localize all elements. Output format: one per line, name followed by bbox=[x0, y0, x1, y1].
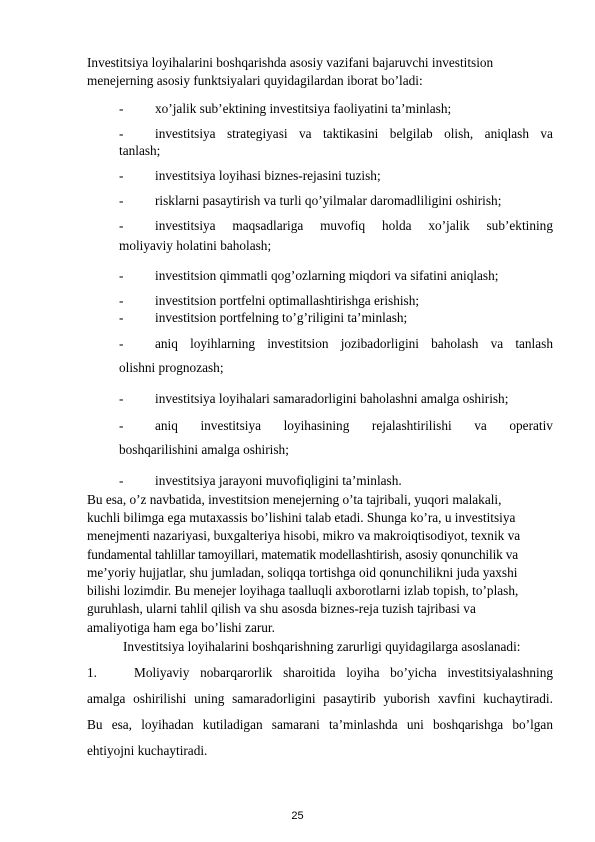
word: yuborish bbox=[383, 691, 431, 706]
word: oshirilishi bbox=[133, 691, 187, 706]
word: belgilab bbox=[389, 126, 433, 141]
word: va bbox=[474, 418, 487, 433]
bullet-marker: - bbox=[119, 293, 124, 308]
bullet-marker: - bbox=[119, 168, 124, 183]
bullet-marker: - bbox=[119, 126, 124, 141]
word: kuchaytiradi. bbox=[483, 691, 553, 706]
bullet-marker: - bbox=[119, 193, 124, 208]
bullet-11-continuation: boshqarilishini amalga oshirish; bbox=[119, 442, 289, 457]
word: nobarqarorlik bbox=[200, 665, 273, 680]
bullet-10: investitsiya loyihalari samaradorligini baholashni amalga oshirish; bbox=[155, 391, 509, 406]
para2-line-5: me’yoriy hujjatlar, shu jumladan, soliqqa tortishga oid qonunchilikni juda yaxshi bbox=[87, 565, 518, 580]
bullet-4: risklarni pasaytirish va turli qo’yilmalar daromadliligini oshirish; bbox=[155, 193, 502, 208]
word: bo’yicha bbox=[390, 665, 437, 680]
word: uni bbox=[406, 717, 424, 732]
word: samarani bbox=[271, 717, 320, 732]
bullet-marker: - bbox=[119, 268, 124, 283]
word: aniq bbox=[155, 336, 178, 351]
para2-line-8: amaliyotiga ham ega bo’lishi zarur. bbox=[87, 620, 275, 635]
word: investitsiya bbox=[200, 418, 262, 433]
word: loyihadan bbox=[141, 717, 194, 732]
bullet-7: investitsion portfelni optimallashtirishga erishish; bbox=[155, 293, 420, 308]
bullet-marker: - bbox=[119, 218, 124, 233]
word: taktikasini bbox=[322, 126, 379, 141]
para3-heading: Investitsiya loyihalarini boshqarishning zarurligi quyidagilarga asoslanadi: bbox=[123, 639, 521, 654]
intro-line-1: Investitsiya loyihalarini boshqarishda asosiy vazifani bajaruvchi investitsion bbox=[87, 55, 494, 70]
word: aniqlash bbox=[484, 126, 529, 141]
word: va bbox=[490, 336, 504, 351]
page-number: 25 bbox=[291, 810, 304, 822]
word: Moliyaviy bbox=[134, 665, 190, 680]
word: investitsion bbox=[267, 336, 329, 351]
word: tanlash bbox=[515, 336, 553, 351]
bullet-marker: - bbox=[119, 310, 124, 325]
para3-line-3 bbox=[87, 717, 553, 733]
bullet-9-continuation: olishni prognozash; bbox=[119, 360, 224, 375]
bullet-2-continuation: tanlash; bbox=[119, 143, 161, 158]
intro-line-2: menejerning asosiy funktsiyalari quyidagilardan iborat bo’ladi: bbox=[87, 73, 423, 88]
word: uning bbox=[194, 691, 225, 706]
para2-line-2: kuchli bilimga ega mutaxassis bo’lishini talab etadi. Shunga ko’ra, u investitsiya bbox=[87, 510, 516, 525]
para2-line-4: fundamental tahlillar tamoyillari, matematik modellashtirish, asosiy qonunchilik va bbox=[87, 547, 519, 562]
word: va bbox=[298, 126, 312, 141]
bullet-1: xo’jalik sub’ektining investitsiya faoliyatini ta’minlash; bbox=[155, 101, 452, 116]
bullet-3: investitsiya loyihasi biznes-rejasini tuzish; bbox=[155, 168, 381, 183]
bullet-5 bbox=[155, 218, 553, 234]
word: bo’lgan bbox=[512, 717, 553, 732]
word: investitsiyalashning bbox=[447, 665, 553, 680]
word: esa, bbox=[111, 717, 133, 732]
para2-line-3: menejmenti nazariyasi, buxgalteriya hisobi, mikro va makroiqtisodiyot, texnik va bbox=[87, 528, 521, 543]
bullet-9 bbox=[155, 336, 553, 352]
word: boshqarishga bbox=[433, 717, 504, 732]
word: rejalashtirilishi bbox=[371, 418, 452, 433]
word: operativ bbox=[509, 418, 553, 433]
para3-line-1 bbox=[134, 665, 553, 681]
bullet-marker: - bbox=[119, 391, 124, 406]
bullet-marker: - bbox=[119, 473, 124, 488]
word: kutiladigan bbox=[202, 717, 263, 732]
word: loyihlarning bbox=[190, 336, 256, 351]
bullet-2 bbox=[155, 126, 553, 142]
bullet-11 bbox=[155, 418, 553, 434]
word: amalga bbox=[87, 691, 126, 706]
word: maqsadlariga bbox=[232, 218, 304, 233]
bullet-6: investitsion qimmatli qog’ozlarning miqdori va sifatini aniqlash; bbox=[155, 268, 499, 283]
word: ta’minlashda bbox=[328, 717, 398, 732]
word: jozibadorligini bbox=[340, 336, 419, 351]
word: olish, bbox=[444, 126, 474, 141]
word: sub’ektining bbox=[486, 218, 553, 233]
word: strategiyasi bbox=[227, 126, 288, 141]
word: investitsiya bbox=[155, 126, 216, 141]
bullet-marker: - bbox=[119, 336, 124, 351]
word: loyihasining bbox=[283, 418, 350, 433]
word: aniq bbox=[155, 418, 178, 433]
para2-line-6: bilishi lozimdir. Bu menejer loyihaga taalluqli axborotlarni izlab topish, to’plash, bbox=[87, 583, 519, 598]
bullet-8: investitsion portfelning to’g’riligini ta’minlash; bbox=[155, 310, 408, 325]
para3-line-4: ehtiyojni kuchaytiradi. bbox=[87, 743, 208, 758]
word: holda bbox=[381, 218, 412, 233]
para3-line-2 bbox=[87, 691, 553, 707]
bullet-12: investitsiya jarayoni muvofiqligini ta’minlash. bbox=[155, 473, 402, 488]
bullet-marker: - bbox=[119, 101, 124, 116]
para3-number: 1. bbox=[87, 665, 97, 680]
word: loyiha bbox=[346, 665, 380, 680]
bullet-5-continuation: moliyaviy holatini baholash; bbox=[119, 238, 272, 253]
word: xo’jalik bbox=[428, 218, 470, 233]
word: samaradorligini bbox=[232, 691, 316, 706]
word: xavfini bbox=[437, 691, 476, 706]
word: muvofiq bbox=[320, 218, 366, 233]
word: sharoitida bbox=[283, 665, 336, 680]
para2-line-7: guruhlash, ularni tahlil qilish va shu asosda biznes-reja tuzish tajribasi va bbox=[87, 601, 476, 616]
word: baholash bbox=[431, 336, 479, 351]
word: investitsiya bbox=[155, 218, 216, 233]
bullet-marker: - bbox=[119, 418, 124, 433]
para2-line-1: Bu esa, o’z navbatida, investitsion menejerning o’ta tajribali, yuqori malakali, bbox=[87, 492, 502, 507]
word: pasaytirib bbox=[323, 691, 376, 706]
word: Bu bbox=[87, 717, 103, 732]
word: va bbox=[540, 126, 553, 141]
